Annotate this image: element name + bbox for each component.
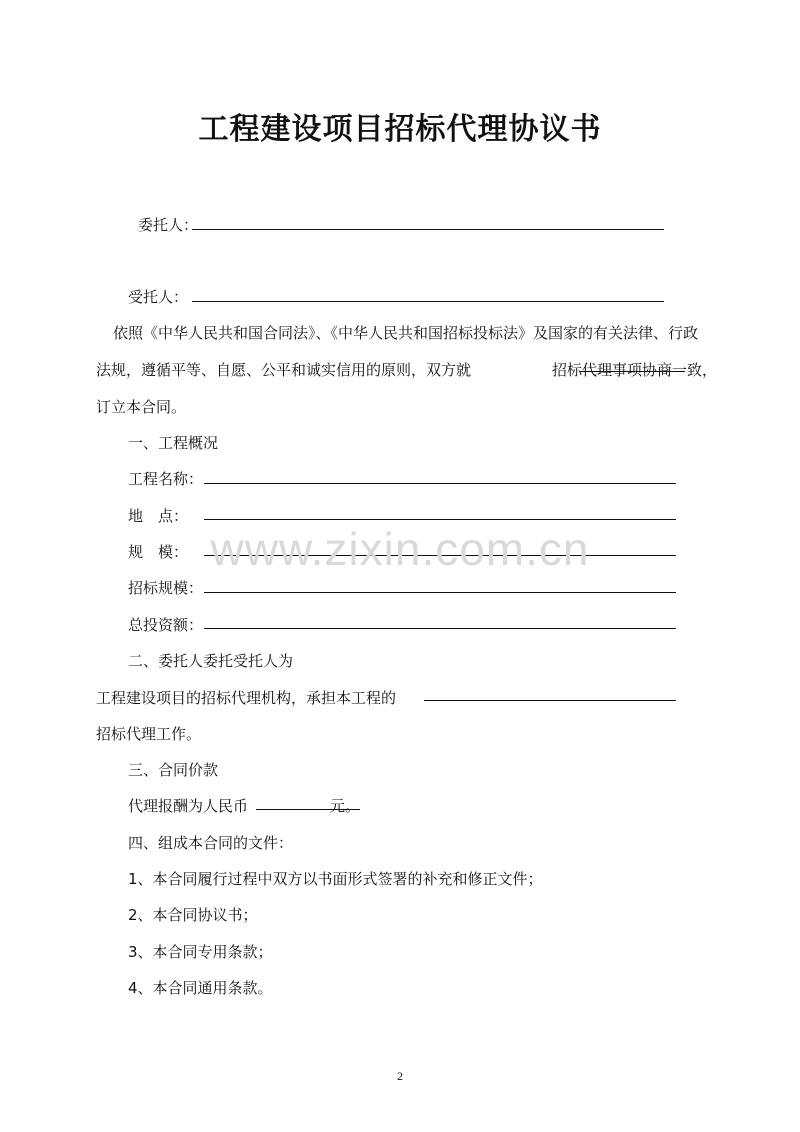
page-number: 2 (397, 1069, 403, 1083)
field-project-name: 工程名称： (128, 470, 204, 488)
section1-heading: 一、工程概况 (128, 434, 219, 452)
section2-line-1: 工程建设项目的招标代理机构，承担本工程的 (96, 689, 397, 707)
contract-item: 2、本合同协议书； (128, 906, 258, 924)
fee-prefix: 代理报酬为人民币 (128, 797, 249, 815)
agent-label: 受托人： (128, 288, 189, 306)
total-investment-underline (204, 628, 676, 629)
contract-item: 3、本合同专用条款； (128, 943, 273, 961)
fee-suffix: 元。 (330, 797, 361, 815)
intro-line-1: 依照《中华人民共和国合同法》、《中华人民共和国招标投标法》及国家的有关法律、行政 (113, 324, 699, 342)
intro-strike-mark (580, 371, 685, 372)
field-total-investment: 总投资额： (128, 616, 204, 634)
watermark: www.zixin.com.cn (210, 523, 590, 575)
intro-line-2a: 法规，遵循平等、自愿、公平和诚实信用的原则，双方就 (96, 361, 472, 379)
section2-line-2: 招标代理工作。 (96, 725, 202, 743)
contract-item: 1、本合同履行过程中双方以书面形式签署的补充和修正文件； (128, 870, 543, 888)
location-underline (204, 519, 676, 520)
intro-line-3: 订立本合同。 (96, 398, 187, 416)
client-label: 委托人： (138, 216, 199, 234)
section2-heading: 二、委托人委托受托人为 (128, 652, 294, 670)
project-name-underline (204, 483, 676, 484)
section3-heading: 三、合同价款 (128, 761, 219, 779)
contract-item: 4、本合同通用条款。 (128, 979, 273, 997)
document-title: 工程建设项目招标代理协议书 (198, 112, 602, 147)
field-scale: 规 模： (128, 543, 189, 561)
field-location: 地 点： (128, 507, 189, 525)
field-bid-scale: 招标规模： (128, 579, 204, 597)
section4-heading: 四、组成本合同的文件： (128, 834, 294, 852)
bid-scale-underline (204, 592, 676, 593)
section2-underline (424, 700, 676, 701)
agent-underline (192, 301, 664, 302)
intro-line-2b: 招标代理事项协商一致， (552, 361, 718, 379)
client-underline (192, 229, 664, 230)
